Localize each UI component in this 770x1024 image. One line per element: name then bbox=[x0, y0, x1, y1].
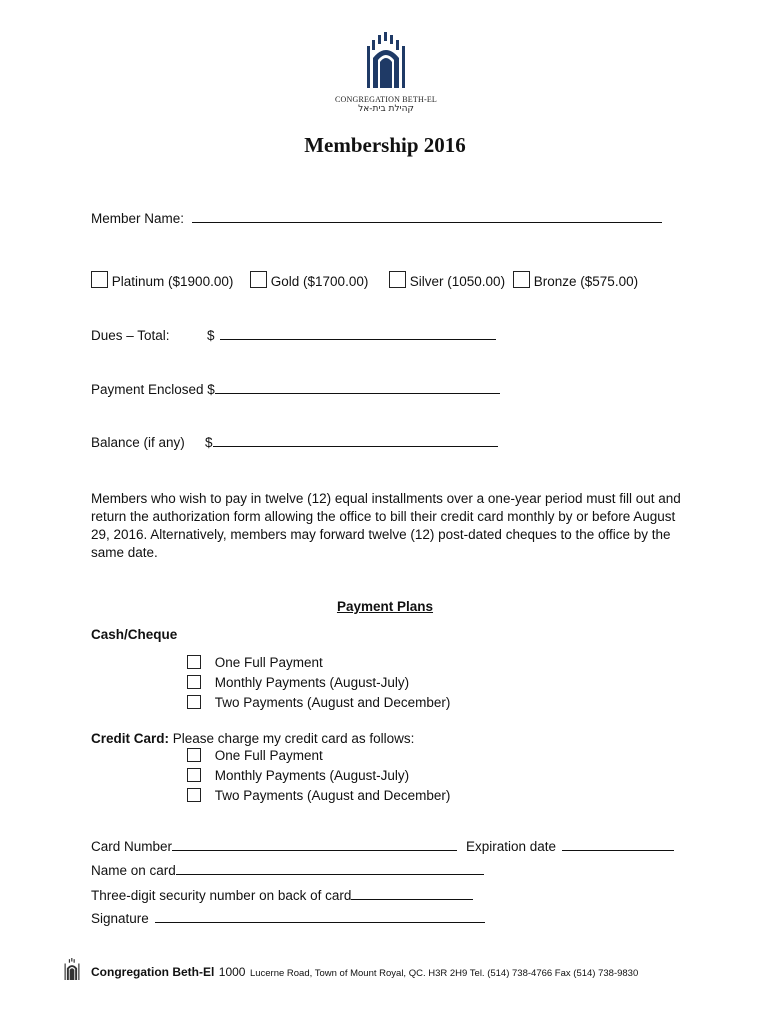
footer bbox=[91, 963, 638, 981]
tier-label: Platinum ($1900.00) bbox=[111, 274, 234, 289]
checkbox-icon[interactable] bbox=[91, 271, 108, 288]
checkbox-icon[interactable] bbox=[250, 271, 267, 288]
tier-label: Bronze ($575.00) bbox=[533, 274, 639, 289]
balance-field[interactable] bbox=[213, 446, 498, 447]
dues-row bbox=[207, 328, 496, 343]
checkbox-icon[interactable] bbox=[187, 788, 201, 802]
signature-field[interactable] bbox=[155, 922, 485, 923]
security-row bbox=[91, 888, 473, 903]
name-on-card-field[interactable] bbox=[176, 874, 484, 875]
tier-bronze[interactable] bbox=[513, 271, 638, 289]
dues-label: Dues – Total: bbox=[91, 328, 170, 343]
card-number-row bbox=[91, 839, 457, 854]
synagogue-logo-icon bbox=[62, 958, 82, 980]
credit-card-label: Credit Card: bbox=[91, 731, 170, 746]
expiration-field[interactable] bbox=[562, 850, 674, 851]
checkbox-icon[interactable] bbox=[187, 768, 201, 782]
option-label: Two Payments (August and December) bbox=[214, 695, 451, 710]
name-on-card-row bbox=[91, 863, 484, 878]
tier-platinum[interactable] bbox=[91, 271, 233, 289]
page-title: Membership 2016 bbox=[304, 133, 466, 157]
option-label: Monthly Payments (August-July) bbox=[214, 768, 410, 783]
balance-label: Balance (if any) bbox=[91, 435, 185, 450]
credit-card-row bbox=[91, 731, 414, 746]
member-name-label: Member Name: bbox=[91, 211, 185, 226]
expiration-row bbox=[466, 839, 674, 854]
synagogue-logo-icon bbox=[363, 32, 409, 88]
credit-option-full[interactable] bbox=[187, 748, 323, 763]
name-on-card-label: Name on card bbox=[91, 863, 176, 878]
option-label: Two Payments (August and December) bbox=[214, 788, 451, 803]
balance-row bbox=[205, 435, 498, 450]
member-name-row bbox=[91, 211, 662, 226]
card-number-field[interactable] bbox=[172, 850, 457, 851]
cash-option-monthly[interactable] bbox=[187, 675, 409, 690]
checkbox-icon[interactable] bbox=[187, 695, 201, 709]
tier-label: Gold ($1700.00) bbox=[270, 274, 369, 289]
card-number-label: Card Number bbox=[91, 839, 173, 854]
tier-gold[interactable] bbox=[250, 271, 368, 289]
signature-row bbox=[91, 911, 485, 926]
footer-logo bbox=[62, 958, 82, 985]
option-label: Monthly Payments (August-July) bbox=[214, 675, 410, 690]
payment-enclosed-field[interactable] bbox=[215, 393, 500, 394]
balance-currency: $ bbox=[205, 435, 213, 450]
credit-option-two[interactable] bbox=[187, 788, 450, 803]
dues-currency: $ bbox=[207, 328, 215, 343]
payment-enclosed-label: Payment Enclosed $ bbox=[91, 382, 215, 397]
footer-address: Lucerne Road, Town of Mount Royal, QC. H3R 2H9 Tel. (514) 738-4766 Fax (514) 738-9830 bbox=[249, 968, 639, 979]
checkbox-icon[interactable] bbox=[187, 675, 201, 689]
cash-option-two[interactable] bbox=[187, 695, 450, 710]
option-label: One Full Payment bbox=[214, 655, 323, 670]
credit-card-instruction: Please charge my credit card as follows: bbox=[172, 731, 415, 746]
org-name-hebrew: קהילת בית-אל bbox=[358, 104, 414, 114]
header-logo bbox=[331, 32, 441, 114]
signature-label: Signature bbox=[91, 911, 149, 926]
expiration-label: Expiration date bbox=[466, 839, 557, 854]
cash-option-full[interactable] bbox=[187, 655, 323, 670]
footer-org: Congregation Beth-El bbox=[91, 965, 215, 979]
checkbox-icon[interactable] bbox=[389, 271, 406, 288]
installment-note: Members who wish to pay in twelve (12) equal installments over a one-year period must fill out and return the authorization form allowing the office to bill their credit card monthly by or before August 29, 2016. Alternatively, members may forward twelve (12) post-dated cheques to the office by the same date. bbox=[91, 491, 681, 560]
payment-enclosed-row bbox=[91, 382, 500, 397]
org-name: CONGREGATION BETH-EL bbox=[335, 95, 437, 104]
payment-plans-heading: Payment Plans bbox=[336, 599, 434, 614]
checkbox-icon[interactable] bbox=[187, 655, 201, 669]
credit-option-monthly[interactable] bbox=[187, 768, 409, 783]
checkbox-icon[interactable] bbox=[513, 271, 530, 288]
cash-cheque-label: Cash/Cheque bbox=[91, 627, 178, 642]
security-field[interactable] bbox=[351, 899, 473, 900]
tier-label: Silver (1050.00) bbox=[409, 274, 506, 289]
security-label: Three-digit security number on back of card bbox=[91, 888, 352, 903]
dues-field[interactable] bbox=[220, 339, 496, 340]
footer-street-number: 1000 bbox=[218, 965, 246, 979]
checkbox-icon[interactable] bbox=[187, 748, 201, 762]
tier-silver[interactable] bbox=[389, 271, 505, 289]
option-label: One Full Payment bbox=[214, 748, 323, 763]
member-name-field[interactable] bbox=[192, 222, 662, 223]
